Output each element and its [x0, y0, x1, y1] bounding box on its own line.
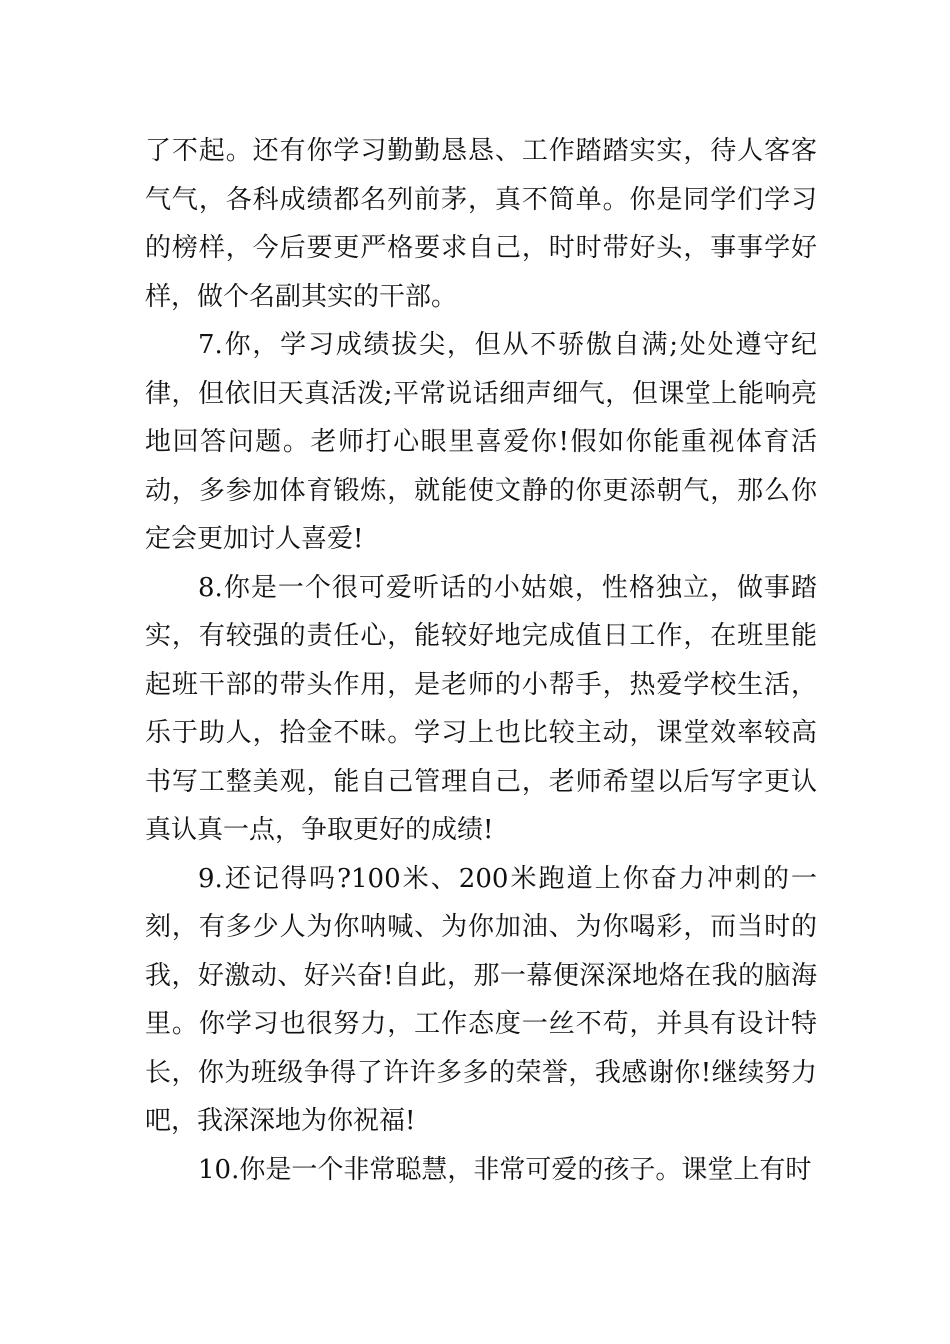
paragraph-comment-8: 8.你是一个很可爱听话的小姑娘，性格独立，做事踏实，有较强的责任心，能较好地完成值日工作，在班里能起班干部的带头作用，是老师的小帮手，热爱学校生活，乐于助人，拾金不昧。学习上也比较主动，课堂效率较高书写工整美观，能自己管理自己，老师希望以后写字更认真认真一点，争取更好的成绩! — [145, 572, 817, 845]
document-body — [145, 127, 817, 1194]
paragraph-comment-10: 10.你是一个非常聪慧，非常可爱的孩子。课堂上有时 — [198, 1154, 812, 1185]
paragraph-comment-9: 9.还记得吗?100米、200米跑道上你奋力冲刺的一刻，有多少人为你呐喊、为你加油、为你喝彩，而当时的我，好激动、好兴奋!自此，那一幕便深深地烙在我的脑海里。你学习也很努力，工作态度一丝不苟，并具有设计特长，你为班级争得了许许多多的荣誉，我感谢你!继续努力吧，我深深地为你祝福! — [145, 863, 817, 1136]
paragraph-comment-7: 7.你，学习成绩拔尖，但从不骄傲自满;处处遵守纪律，但依旧天真活泼;平常说话细声细气，但课堂上能响亮地回答问题。老师打心眼里喜爱你!假如你能重视体育活动，多参加体育锻炼，就能使文静的你更添朝气，那么你定会更加讨人喜爱! — [145, 330, 817, 554]
paragraph-continuation: 了不起。还有你学习勤勤恳恳、工作踏踏实实，待人客客气气，各科成绩都名列前茅，真不简单。你是同学们学习的榜样，今后要更严格要求自己，时时带好头，事事学好样，做个名副其实的干部。 — [145, 136, 817, 312]
